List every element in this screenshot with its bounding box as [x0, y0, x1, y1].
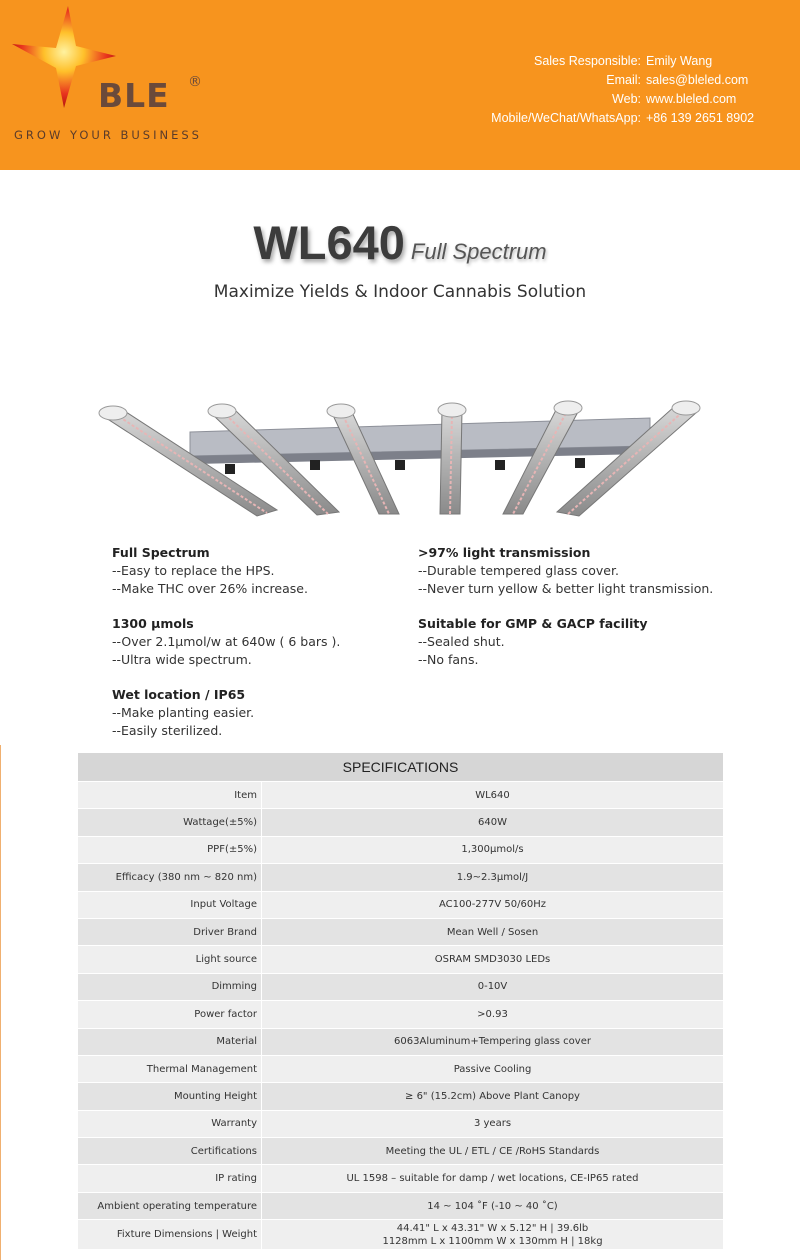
spec-value: 0-10V [477, 981, 508, 993]
table-row [78, 1192, 723, 1219]
spec-value [262, 1222, 723, 1248]
spec-value: 1,300μmol/s [461, 844, 524, 856]
spec-value: 640W [478, 817, 507, 829]
spec-key: IP rating [78, 1165, 262, 1191]
spec-key: Input Voltage [78, 892, 262, 918]
table-row [78, 808, 723, 835]
feature-title: >97% light transmission [418, 545, 591, 560]
contact-row-web [440, 90, 780, 109]
contact-label: Email: [606, 73, 641, 87]
product-image [95, 398, 705, 523]
brand-tagline: GROW YOUR BUSINESS [14, 128, 202, 142]
spec-value: 3 years [473, 1118, 512, 1130]
spec-value: WL640 [475, 789, 510, 801]
spec-key: Mounting Height [78, 1083, 262, 1109]
spec-value: AC100-277V 50/60Hz [438, 899, 547, 911]
table-row [78, 1028, 723, 1055]
feature-line: --Easy to replace the HPS. [112, 563, 275, 578]
spec-key: Wattage(±5%) [78, 809, 262, 835]
specifications-table [78, 753, 723, 1249]
table-row [78, 1000, 723, 1027]
feature-line: --Never turn yellow & better light transmission. [418, 581, 714, 596]
spec-key: Thermal Management [78, 1056, 262, 1082]
feature-line: --Make THC over 26% increase. [112, 581, 308, 596]
phone-number: +86 139 2651 8902 [646, 111, 755, 125]
email-link[interactable]: sales@bleled.com [646, 73, 749, 87]
feature-title: Wet location / IP65 [112, 687, 246, 702]
contact-value: Emily Wang [646, 54, 713, 68]
feature-title: 1300 μmols [112, 616, 194, 631]
spec-key: Efficacy (380 nm ~ 820 nm) [78, 864, 262, 890]
spec-value: >0.93 [477, 1008, 508, 1020]
website-link[interactable]: www.bleled.com [646, 92, 737, 106]
spec-value: 6063Aluminum+Tempering glass cover [394, 1036, 591, 1048]
feature-full-spectrum [112, 544, 412, 598]
feature-line: --Durable tempered glass cover. [418, 563, 619, 578]
feature-line: --Make planting easier. [112, 705, 255, 720]
feature-line: --No fans. [418, 652, 479, 667]
table-row [78, 973, 723, 1000]
spec-value-line: 1128mm L x 1100mm W x 130mm H | 18kg [382, 1235, 603, 1247]
spec-value: 1.9~2.3μmol/J [456, 871, 529, 883]
spec-value: UL 1598 – suitable for damp / wet locations, CE-IP65 rated [346, 1173, 639, 1185]
table-row [78, 918, 723, 945]
contact-label: Sales Responsible: [533, 54, 641, 68]
product-title [0, 215, 800, 270]
contact-block [440, 52, 780, 128]
spec-key: Dimming [78, 974, 262, 1000]
contact-label: Mobile/WeChat/WhatsApp: [491, 111, 641, 125]
table-row [78, 836, 723, 863]
feature-wet-location [112, 686, 412, 740]
table-row [78, 1110, 723, 1137]
spec-value: Passive Cooling [453, 1063, 532, 1075]
spec-key: Warranty [78, 1111, 262, 1137]
table-row [78, 1219, 723, 1249]
spec-value: 14 ~ 104 ˚F (-10 ~ 40 ˚C) [427, 1200, 558, 1212]
table-row [78, 863, 723, 890]
table-row [78, 945, 723, 972]
table-row [78, 1164, 723, 1191]
spec-value: Mean Well / Sosen [446, 926, 539, 938]
feature-line: --Ultra wide spectrum. [112, 652, 252, 667]
registered-mark: ® [188, 74, 202, 90]
table-row [78, 891, 723, 918]
spec-key: Light source [78, 946, 262, 972]
product-subtitle: Maximize Yields & Indoor Cannabis Solution [213, 282, 587, 302]
spec-key: Material [78, 1029, 262, 1055]
table-row [78, 1055, 723, 1082]
table-row [78, 1137, 723, 1164]
contact-row-email [440, 71, 780, 90]
spec-value: ≥ 6" (15.2cm) Above Plant Canopy [405, 1090, 580, 1102]
page-edge-divider [0, 745, 1, 1260]
contact-label: Web: [612, 92, 641, 106]
header-banner [0, 0, 800, 170]
table-row [78, 1082, 723, 1109]
feature-title: Full Spectrum [112, 545, 210, 560]
spec-key: Power factor [78, 1001, 262, 1027]
spec-key: Driver Brand [78, 919, 262, 945]
feature-light-transmission [418, 544, 728, 598]
spec-key: Certifications [78, 1138, 262, 1164]
spec-value: OSRAM SMD3030 LEDs [434, 954, 551, 966]
feature-line: --Sealed shut. [418, 634, 505, 649]
spec-key: Fixture Dimensions | Weight [78, 1220, 262, 1249]
feature-title: Suitable for GMP & GACP facility [418, 616, 648, 631]
spec-key: PPF(±5%) [78, 837, 262, 863]
spec-key: Item [78, 782, 262, 808]
feature-gmp-gacp [418, 615, 728, 669]
spec-value-line: 44.41" L x 43.31" W x 5.12" H | 39.6lb [396, 1222, 589, 1234]
table-row [78, 781, 723, 808]
model-name: WL640 [253, 216, 405, 269]
contact-row-sales [440, 52, 780, 71]
feature-umols [112, 615, 412, 669]
spec-value: Meeting the UL / ETL / CE /RoHS Standards [385, 1145, 600, 1157]
specifications-heading: SPECIFICATIONS [78, 753, 723, 781]
model-subtitle: Full Spectrum [410, 239, 547, 264]
contact-row-phone [440, 109, 780, 128]
feature-line: --Easily sterilized. [112, 723, 223, 738]
specifications-body [78, 781, 723, 1249]
brand-name: BLE [98, 76, 170, 115]
feature-line: --Over 2.1μmol/w at 640w ( 6 bars ). [112, 634, 341, 649]
spec-key: Ambient operating temperature [78, 1193, 262, 1219]
